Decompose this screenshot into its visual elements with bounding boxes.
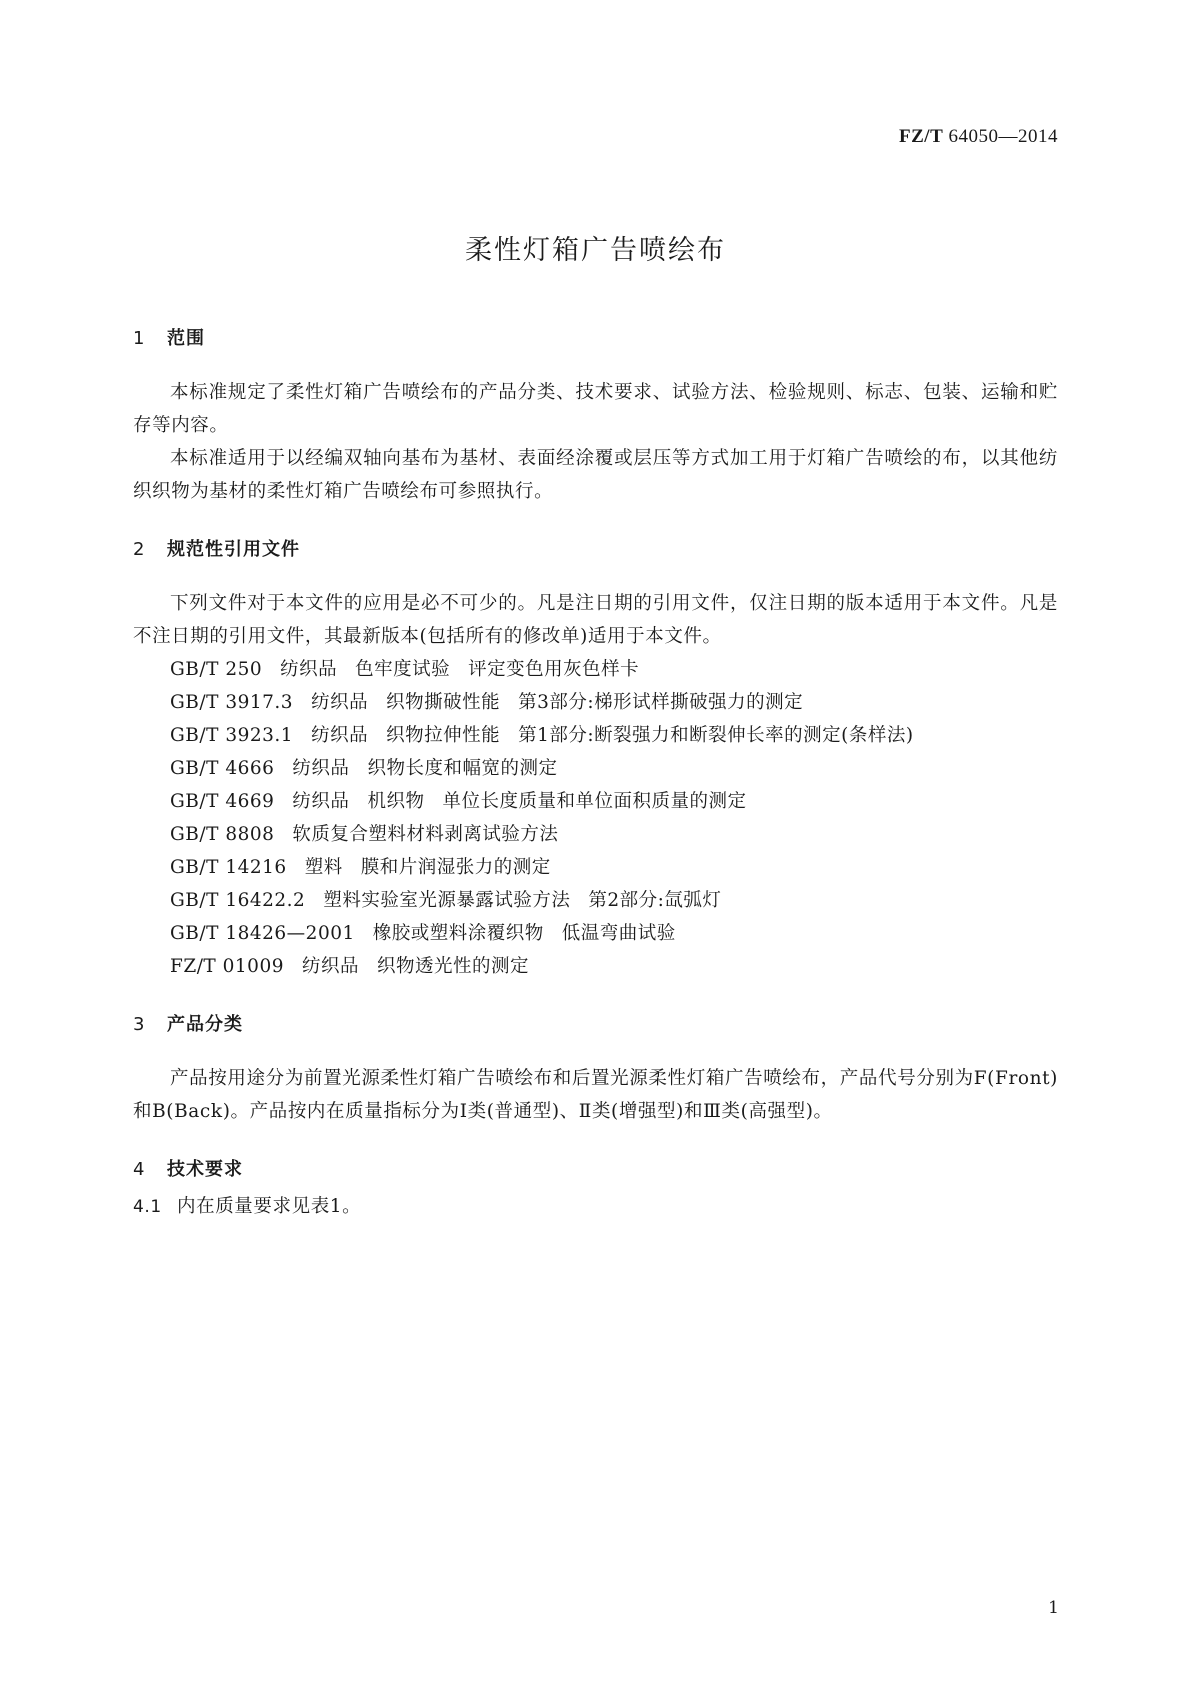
reference-item	[133, 884, 1058, 917]
reference-title: 第1部分:断裂强力和断裂伸长率的测定(条样法)	[518, 725, 914, 746]
reference-code: GB/T 250	[170, 659, 263, 680]
reference-code: FZ/T 01009	[170, 956, 284, 977]
page-number: 1	[1048, 1598, 1059, 1618]
reference-title: 纺织品	[311, 692, 369, 713]
standard-code	[899, 126, 1058, 148]
reference-title: 织物长度和幅宽的测定	[367, 758, 558, 779]
clause-number: 4.1	[133, 1197, 162, 1217]
clause-text: 内在质量要求见表1。	[177, 1196, 362, 1217]
reference-code: GB/T 3917.3	[170, 692, 294, 713]
reference-item	[133, 917, 1058, 950]
standard-code-prefix: FZ/T	[899, 126, 944, 147]
reference-title: 橡胶或塑料涂覆织物	[372, 923, 544, 944]
reference-item	[133, 686, 1058, 719]
section-title: 技术要求	[167, 1159, 243, 1180]
reference-code: GB/T 16422.2	[170, 890, 306, 911]
reference-code: GB/T 18426—2001	[170, 923, 355, 944]
reference-code: GB/T 4666	[170, 758, 275, 779]
clause	[133, 1190, 1058, 1224]
reference-code: GB/T 14216	[170, 857, 287, 878]
section-heading	[133, 1159, 1058, 1181]
document-body	[133, 328, 1058, 1224]
section-heading	[133, 328, 1058, 350]
reference-item	[133, 785, 1058, 818]
reference-title: 膜和片润湿张力的测定	[360, 857, 551, 878]
reference-code: GB/T 8808	[170, 824, 275, 845]
reference-code: GB/T 4669	[170, 791, 275, 812]
reference-title: 织物撕破性能	[386, 692, 501, 713]
reference-title: 纺织品	[311, 725, 369, 746]
reference-item	[133, 653, 1058, 686]
paragraph: 下列文件对于本文件的应用是必不可少的。凡是注日期的引用文件，仅注日期的版本适用于本文件。凡是不注日期的引用文件，其最新版本(包括所有的修改单)适用于本文件。	[133, 593, 1058, 647]
reference-title: 第2部分:氙弧灯	[588, 890, 722, 911]
reference-title: 低温弯曲试验	[561, 923, 676, 944]
reference-item	[133, 719, 1058, 752]
standard-code-number: 64050—2014	[948, 126, 1058, 147]
reference-item	[133, 818, 1058, 851]
reference-title: 纺织品	[302, 956, 360, 977]
reference-title: 塑料	[304, 857, 343, 878]
reference-title: 机织物	[367, 791, 425, 812]
paragraph: 产品按用途分为前置光源柔性灯箱广告喷绘布和后置光源柔性灯箱广告喷绘布，产品代号分别为F(Front)和B(Back)。产品按内在质量指标分为Ⅰ类(普通型)、Ⅱ类(增强型)和Ⅲ类(高强型)。	[133, 1068, 1058, 1122]
reference-title: 纺织品	[292, 791, 350, 812]
reference-list	[133, 653, 1058, 983]
reference-item	[133, 752, 1058, 785]
document-title: 柔性灯箱广告喷绘布	[465, 235, 726, 266]
section-title: 产品分类	[167, 1014, 243, 1035]
reference-title: 塑料实验室光源暴露试验方法	[323, 890, 571, 911]
reference-code: GB/T 3923.1	[170, 725, 294, 746]
section-number: 3	[133, 1014, 146, 1035]
paragraph: 本标准适用于以经编双轴向基布为基材、表面经涂覆或层压等方式加工用于灯箱广告喷绘的布，以其他纺织织物为基材的柔性灯箱广告喷绘布可参照执行。	[133, 448, 1058, 502]
reference-title: 单位长度质量和单位面积质量的测定	[442, 791, 747, 812]
reference-title: 评定变色用灰色样卡	[468, 659, 640, 680]
reference-title: 第3部分:梯形试样撕破强力的测定	[518, 692, 804, 713]
reference-item	[133, 851, 1058, 884]
section-number: 4	[133, 1159, 146, 1180]
reference-title: 织物透光性的测定	[377, 956, 530, 977]
reference-title: 软质复合塑料材料剥离试验方法	[292, 824, 559, 845]
reference-title: 纺织品	[280, 659, 338, 680]
section-title: 范围	[167, 328, 205, 349]
section-number: 2	[133, 539, 146, 560]
section-heading	[133, 1014, 1058, 1036]
section-title: 规范性引用文件	[167, 539, 300, 560]
section-heading	[133, 539, 1058, 561]
section-number: 1	[133, 328, 146, 349]
reference-item	[133, 950, 1058, 983]
paragraph: 本标准规定了柔性灯箱广告喷绘布的产品分类、技术要求、试验方法、检验规则、标志、包装、运输和贮存等内容。	[133, 382, 1058, 436]
reference-title: 纺织品	[292, 758, 350, 779]
reference-title: 织物拉伸性能	[386, 725, 501, 746]
reference-title: 色牢度试验	[355, 659, 451, 680]
